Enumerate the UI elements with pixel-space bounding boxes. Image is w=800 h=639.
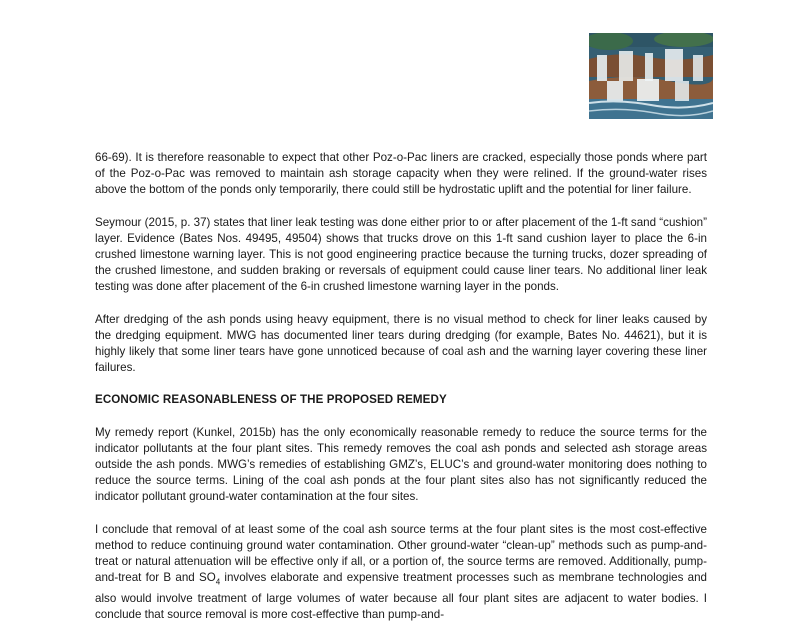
conclusion-text-b: involves elaborate and expensive treatment processes such as membrane technologies and also would involve treatment of large volumes of water because all four plant sites are adjacent to water bodies. I conclude that source removal is more cost-effective than pump-and- (95, 571, 707, 621)
waterfall-photo (589, 33, 713, 119)
waterfall-icon (589, 33, 713, 119)
paragraph-remedy-report: My remedy report (Kunkel, 2015b) has the only economically reasonable remedy to reduce the source terms for the indicator pollutants at the four plant sites. This remedy removes the coal ash ponds and selected ash storage areas outside the ash ponds. MWG’s remedies of establishing GMZ’s, ELUC’s and ground-water monitoring does nothing to reduce the source terms. Lining of the coal ash ponds at the four plant sites also has not significantly reduced the indicator pollutant ground-water contamination at the four sites. (95, 425, 707, 504)
sulfate-subscript: 4 (215, 577, 221, 587)
document-body (95, 150, 707, 639)
paragraph-dredging: After dredging of the ash ponds using heavy equipment, there is no visual method to check for liner leaks caused by the dredging equipment. MWG has documented liner tears during dredging (for example, Bates No. 44621), but it is highly likely that some liner tears have gone unnoticed because of coal ash and the warning layer covering these liner failures. (95, 312, 707, 375)
conclusion-text-a: I conclude that removal of at least some of the coal ash source terms at the four plant sites is the most cost-effective method to reduce continuing ground water contamination. Other ground-water “clean-up” methods such as pump-and-treat or natural attenuation will be effective only if all, or a portion of, the source terms are removed. Additionally, pump-and-treat for B and SO (95, 522, 707, 585)
section-heading: ECONOMIC REASONABLENESS OF THE PROPOSED REMEDY (95, 393, 447, 407)
paragraph-leak-testing: Seymour (2015, p. 37) states that liner leak testing was done either prior to or after placement of the 1-ft sand “cushion” layer. Evidence (Bates Nos. 49495, 49504) shows that trucks drove on this 1-ft sand cushion layer to place the 6-in crushed limestone warning layer. This is not good engineering practice because the turning trucks, dozer spreading of the crushed limestone, and sudden braking or reversals of equipment could cause liner tears. No additional liner leak testing was done after placement of the 6-in crushed limestone warning layer in the ponds. (95, 215, 707, 294)
paragraph-liner-cracks: 66-69). It is therefore reasonable to expect that other Poz-o-Pac liners are cracked, especially those ponds where part of the Poz-o-Pac was removed to maintain ash storage capacity when they were relined. If the ground-water rises above the bottom of the ponds only temporarily, there could still be hydrostatic uplift and the potential for liner failure. (95, 151, 707, 197)
paragraph-conclusion (95, 522, 707, 624)
